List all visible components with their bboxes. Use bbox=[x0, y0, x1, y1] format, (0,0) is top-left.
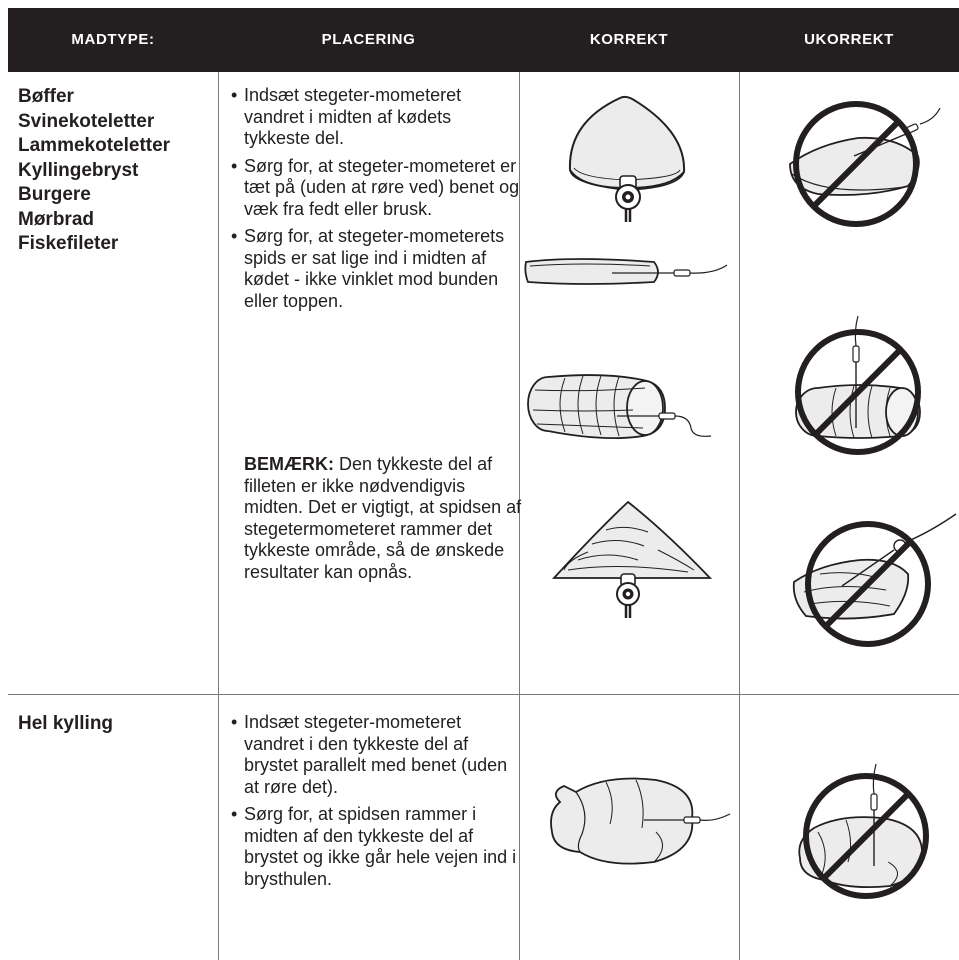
chicken-vertical-probe-prohibited-icon bbox=[790, 762, 950, 902]
instruction-item: • Sørg for, at stegeter-mometerets spids er sat lige ind i midten af kødet - ikke vinklet mod bunden eller toppen. bbox=[231, 226, 521, 312]
food-item: Lammekoteletter bbox=[18, 135, 171, 156]
note-text: Den tykkeste del af filleten er ikke nødvendigvis midten. Det er vigtigt, at spidsen af stegetermometeret rammer det tykkeste område, så de ønskede resultater kan opnås. bbox=[244, 454, 522, 582]
header-incorrect: UKORREKT bbox=[804, 31, 894, 48]
note-label: BEMÆRK: bbox=[244, 454, 334, 474]
food-item: Bøffer bbox=[18, 86, 74, 107]
steak-angled-probe-prohibited-icon bbox=[778, 104, 958, 244]
note bbox=[244, 454, 524, 583]
steak-side-view-probe-icon bbox=[524, 252, 734, 292]
header-food-type: MADTYPE: bbox=[71, 31, 155, 48]
placement-instructions bbox=[231, 85, 521, 318]
food-item: Fiskefileter bbox=[18, 233, 119, 254]
table-header bbox=[8, 8, 959, 72]
instruction-item: • Sørg for, at stegeter-mometeret er tæt på (uden at røre ved) benet og væk fra fedt eller brusk. bbox=[231, 156, 521, 221]
header-correct: KORREKT bbox=[589, 31, 669, 48]
roast-probe-icon bbox=[525, 370, 715, 450]
food-list bbox=[18, 85, 170, 257]
instruction-item: • Indsæt stegeter-mometeret vandret i den tykkeste del af brystet parallelt med benet (uden at røre det). bbox=[231, 712, 521, 798]
food-item: Svinekoteletter bbox=[18, 110, 155, 132]
instruction-item: • Indsæt stegeter-mometeret vandret i midten af kødets tykkeste del. bbox=[231, 85, 521, 150]
fish-angled-probe-prohibited-icon bbox=[790, 512, 959, 647]
column-divider bbox=[218, 72, 219, 960]
food-list bbox=[18, 712, 113, 737]
placement-instructions bbox=[231, 712, 521, 896]
row-divider bbox=[8, 694, 959, 695]
instruction-item: • Sørg for, at spidsen rammer i midten af den tykkeste del af brystet og ikke går hele vejen ind i brysthulen. bbox=[231, 804, 521, 890]
food-item: Mørbrad bbox=[18, 208, 94, 230]
food-item: Burgere bbox=[18, 184, 91, 205]
chicken-probe-icon bbox=[546, 772, 736, 872]
column-divider bbox=[739, 72, 740, 960]
food-item: Kyllingebryst bbox=[18, 159, 139, 181]
food-item: Hel kylling bbox=[18, 713, 114, 734]
roast-vertical-probe-prohibited-icon bbox=[780, 312, 940, 457]
steak-end-view-probe-icon bbox=[560, 92, 700, 232]
header-placement: PLACERING bbox=[321, 31, 416, 48]
fish-fillet-probe-icon bbox=[548, 490, 718, 620]
